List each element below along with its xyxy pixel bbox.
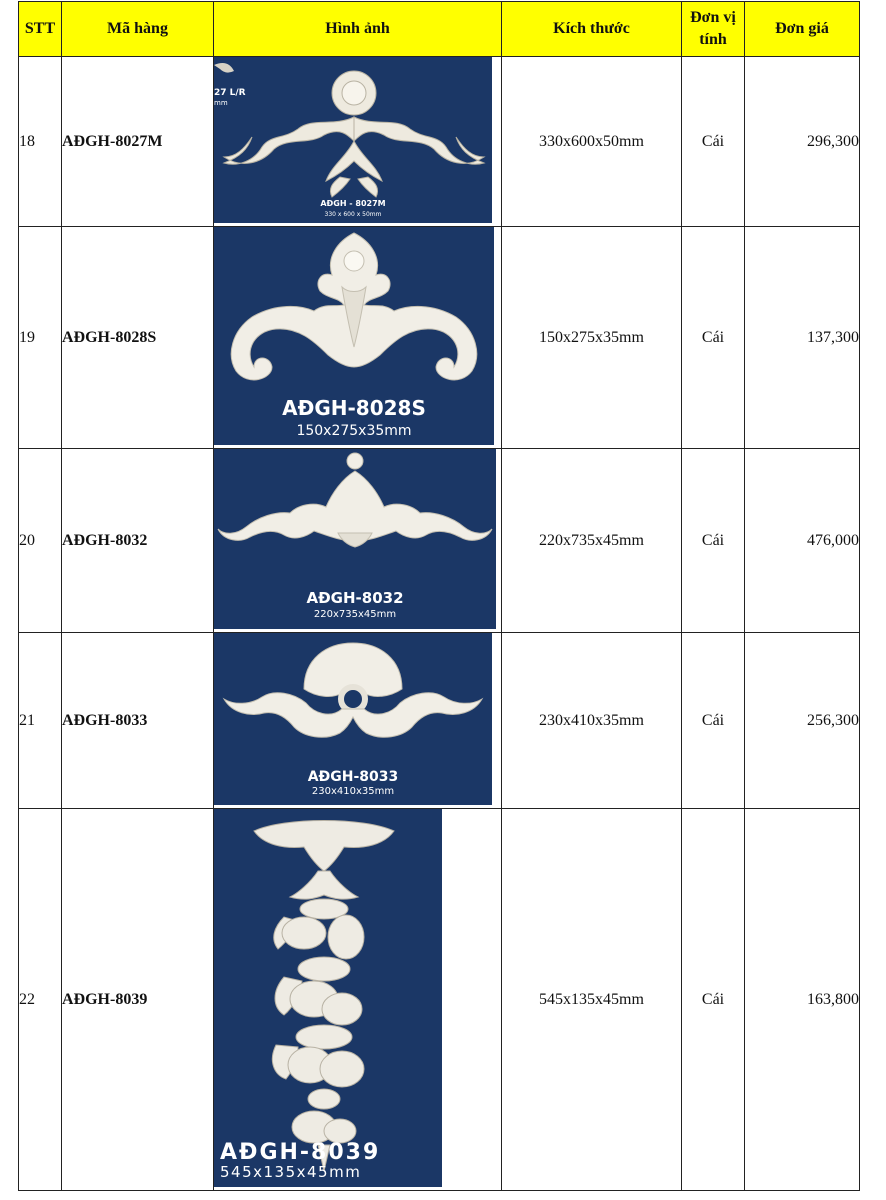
row-stt: 18	[19, 57, 62, 227]
row-stt: 20	[19, 449, 62, 633]
table-row	[19, 449, 860, 633]
row-code: AĐGH-8028S	[62, 227, 214, 449]
table-row	[19, 57, 860, 227]
photo-caption-size: 230x410x35mm	[311, 786, 395, 797]
row-size: 150x275x35mm	[502, 227, 682, 449]
header-price: Đơn giá	[745, 2, 860, 57]
row-stt: 21	[19, 633, 62, 809]
row-size: 230x410x35mm	[502, 633, 682, 809]
photo-caption-code: AĐGH-8032	[306, 589, 404, 607]
table-row	[19, 809, 860, 1191]
ornament-8027m-image	[214, 57, 492, 223]
price-table	[18, 1, 860, 1191]
row-unit: Cái	[682, 449, 745, 633]
row-price: 256,300	[745, 633, 860, 809]
row-code: AĐGH-8039	[62, 809, 214, 1191]
header-image: Hình ảnh	[214, 2, 502, 57]
row-image-cell	[214, 227, 502, 449]
photo-caption-code: AĐGH-8039	[220, 1140, 381, 1165]
product-photo	[214, 809, 442, 1187]
ornament-8032-image	[214, 449, 496, 629]
row-image-cell	[214, 633, 502, 809]
photo-caption-code: AĐGH - 8027M	[320, 199, 386, 208]
row-size: 220x735x45mm	[502, 449, 682, 633]
ornament-8033-image	[214, 633, 492, 805]
svg-text:mm: mm	[214, 99, 228, 107]
ornament-shape	[254, 821, 394, 1172]
table-row	[19, 227, 860, 449]
header-unit-line2: tính	[699, 31, 727, 48]
photo-caption-size: 545x135x45mm	[220, 1163, 362, 1181]
row-stt: 22	[19, 809, 62, 1191]
row-price: 476,000	[745, 449, 860, 633]
row-price: 137,300	[745, 227, 860, 449]
header-row	[19, 2, 860, 57]
photo-caption-code: AĐGH-8033	[307, 769, 399, 785]
row-stt: 19	[19, 227, 62, 449]
photo-caption-code: AĐGH-8028S	[282, 396, 426, 420]
ornament-shape	[224, 71, 484, 197]
product-photo	[214, 633, 492, 805]
product-photo	[214, 57, 492, 223]
row-code: AĐGH-8033	[62, 633, 214, 809]
row-image-cell	[214, 809, 502, 1191]
product-photo	[214, 227, 494, 445]
header-code: Mã hàng	[62, 2, 214, 57]
row-size: 545x135x45mm	[502, 809, 682, 1191]
header-unit-line1: Đơn vị	[690, 9, 736, 26]
header-stt: STT	[19, 2, 62, 57]
header-size: Kích thước	[502, 2, 682, 57]
ornament-shape	[224, 643, 482, 737]
row-code: AĐGH-8032	[62, 449, 214, 633]
photo-corner-text: 27 L/R	[214, 88, 246, 98]
ornament-8039-image	[214, 809, 442, 1187]
ornament-shape	[231, 233, 477, 380]
photo-caption-size: 220x735x45mm	[313, 609, 397, 620]
row-image-cell	[214, 57, 502, 227]
photo-caption-size: 150x275x35mm	[296, 423, 412, 439]
row-unit: Cái	[682, 633, 745, 809]
row-price: 163,800	[745, 809, 860, 1191]
ornament-fragment	[214, 63, 234, 73]
row-code: AĐGH-8027M	[62, 57, 214, 227]
row-unit: Cái	[682, 809, 745, 1191]
product-photo	[214, 449, 496, 629]
header-unit	[682, 2, 745, 57]
row-unit: Cái	[682, 57, 745, 227]
ornament-8028s-image	[214, 227, 494, 445]
table-row	[19, 633, 860, 809]
row-size: 330x600x50mm	[502, 57, 682, 227]
photo-caption-size: 330 x 600 x 50mm	[324, 211, 382, 218]
row-image-cell	[214, 449, 502, 633]
ornament-shape	[218, 453, 492, 547]
row-price: 296,300	[745, 57, 860, 227]
row-unit: Cái	[682, 227, 745, 449]
